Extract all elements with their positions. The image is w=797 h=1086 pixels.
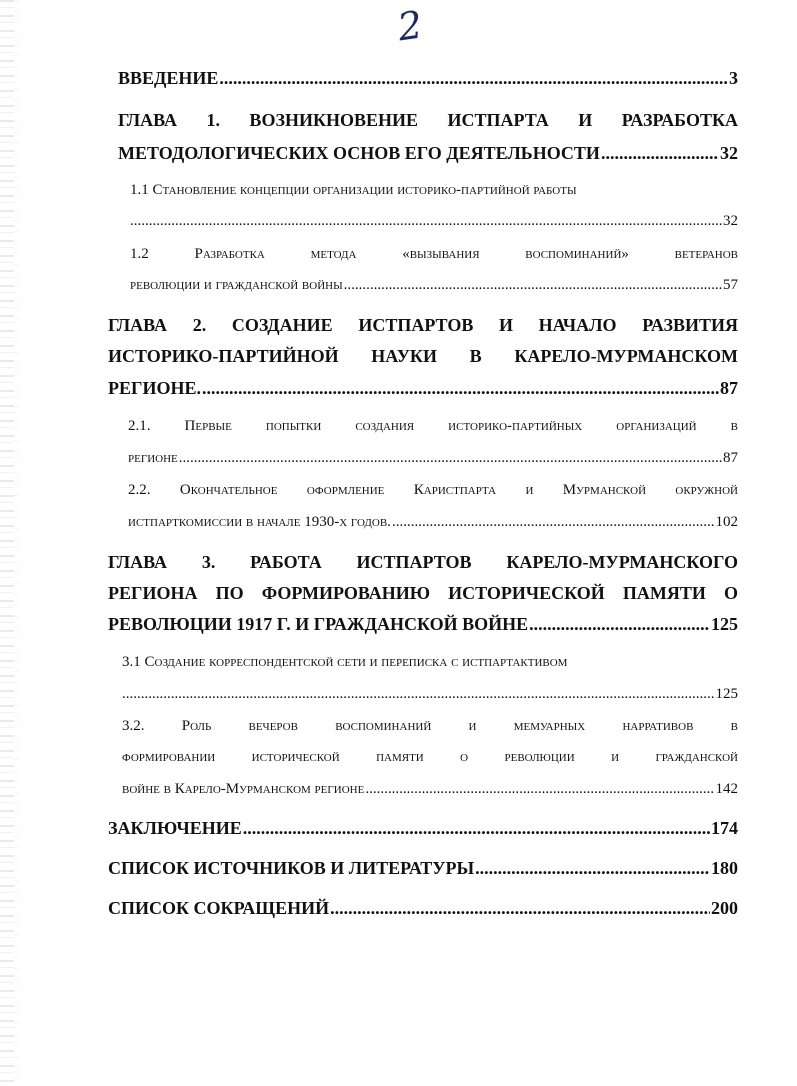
toc-entry-title: войне в Карело-Мурманском регионе	[122, 781, 365, 797]
toc-entry-introduction[interactable]	[118, 68, 738, 89]
toc-entry-section-3-2[interactable]	[122, 781, 738, 798]
toc-entry-page: 32	[723, 213, 738, 229]
toc-entry-section-2-2[interactable]	[128, 514, 738, 531]
toc-entry-page: 142	[715, 781, 738, 797]
scan-edge-artifact-inner	[14, 0, 20, 1086]
toc-entry-section-1-2[interactable]	[130, 277, 738, 294]
toc-entry-chapter-1[interactable]	[118, 143, 738, 164]
toc-entry-section-1-1[interactable]	[130, 213, 738, 230]
dot-leader	[122, 686, 715, 703]
dot-leader	[330, 898, 710, 919]
toc-entry-title: ВВЕДЕНИЕ	[118, 68, 219, 88]
toc-entry-title: МЕТОДОЛОГИЧЕСКИХ ОСНОВ ЕГО ДЕЯТЕЛЬНОСТИ	[118, 143, 600, 163]
toc-entry-chapter-3[interactable]	[108, 614, 738, 635]
toc-entry-page: 57	[723, 277, 738, 293]
toc-entry-title: СПИСОК СОКРАЩЕНИЙ	[108, 898, 330, 918]
scan-edge-artifact	[0, 0, 14, 1086]
toc-section-3-1-title: 3.1 Создание корреспондентской сети и переписка с истпартактивом	[122, 654, 568, 670]
toc-section-3-2-line-2: формировании исторической памяти о революции и гражданской	[122, 749, 738, 765]
toc-entry-page: 125	[711, 614, 738, 634]
toc-entry-page: 32	[720, 143, 738, 163]
toc-entry-title: РЕВОЛЮЦИИ 1917 Г. И ГРАЖДАНСКОЙ ВОЙНЕ	[108, 614, 529, 634]
toc-chapter-2-line-2: ИСТОРИКО-ПАРТИЙНОЙ НАУКИ В КАРЕЛО-МУРМАНСКОМ	[108, 346, 738, 366]
dot-leader	[179, 450, 722, 467]
toc-entry-title: истпарткомиссии в начале 1930-х годов.	[128, 514, 391, 530]
dot-leader	[601, 143, 719, 164]
toc-section-2-2-line-1: 2.2. Окончательное оформление Каристпарта и Мурманской окружной	[128, 482, 738, 498]
toc-section-3-2-line-1: 3.2. Роль вечеров воспоминаний и мемуарных нарративов в	[122, 718, 738, 734]
toc-entry-section-3-1[interactable]	[122, 686, 738, 703]
dot-leader	[130, 213, 722, 230]
toc-entry-page: 125	[715, 686, 738, 702]
toc-entry-title: РЕГИОНЕ.	[108, 378, 201, 398]
toc-chapter-1-line-1: ГЛАВА 1. ВОЗНИКНОВЕНИЕ ИСТПАРТА И РАЗРАБОТКА	[118, 110, 738, 130]
handwritten-page-number: 2	[395, 2, 426, 50]
toc-entry-sources[interactable]	[108, 858, 738, 879]
toc-entry-title: регионе	[128, 450, 178, 466]
dot-leader	[243, 818, 710, 839]
toc-section-1-2-line-1: 1.2 Разработка метода «вызывания воспоминаний» ветеранов	[130, 246, 738, 262]
dot-leader	[392, 514, 715, 531]
toc-entry-page: 174	[711, 818, 738, 838]
toc-entry-abbreviations[interactable]	[108, 898, 738, 919]
toc-chapter-3-line-2: РЕГИОНА ПО ФОРМИРОВАНИЮ ИСТОРИЧЕСКОЙ ПАМЯТИ О	[108, 583, 738, 603]
toc-entry-page: 3	[729, 68, 738, 88]
dot-leader	[365, 781, 714, 798]
toc-entry-chapter-2[interactable]	[108, 378, 738, 399]
toc-section-2-1-line-1: 2.1. Первые попытки создания историко-партийных организаций в	[128, 418, 738, 434]
toc-entry-page: 87	[723, 450, 738, 466]
toc-entry-title: революции и гражданской войны	[130, 277, 343, 293]
toc-entry-title: ЗАКЛЮЧЕНИЕ	[108, 818, 242, 838]
toc-chapter-2-line-1: ГЛАВА 2. СОЗДАНИЕ ИСТПАРТОВ И НАЧАЛО РАЗВИТИЯ	[108, 315, 738, 335]
dot-leader	[202, 378, 719, 399]
dot-leader	[529, 614, 710, 635]
dot-leader	[219, 68, 728, 89]
toc-entry-section-2-1[interactable]	[128, 450, 738, 467]
toc-entry-title: СПИСОК ИСТОЧНИКОВ И ЛИТЕРАТУРЫ	[108, 858, 475, 878]
toc-entry-conclusion[interactable]	[108, 818, 738, 839]
toc-entry-page: 87	[720, 378, 738, 398]
toc-entry-page: 180	[711, 858, 738, 878]
toc-entry-page: 200	[711, 898, 738, 918]
toc-section-1-1-title: 1.1 Становление концепции организации историко-партийной работы	[130, 182, 577, 198]
toc-chapter-3-line-1: ГЛАВА 3. РАБОТА ИСТПАРТОВ КАРЕЛО-МУРМАНСКОГО	[108, 552, 738, 572]
toc-entry-page: 102	[715, 514, 738, 530]
dot-leader	[344, 277, 722, 294]
dot-leader	[475, 858, 710, 879]
